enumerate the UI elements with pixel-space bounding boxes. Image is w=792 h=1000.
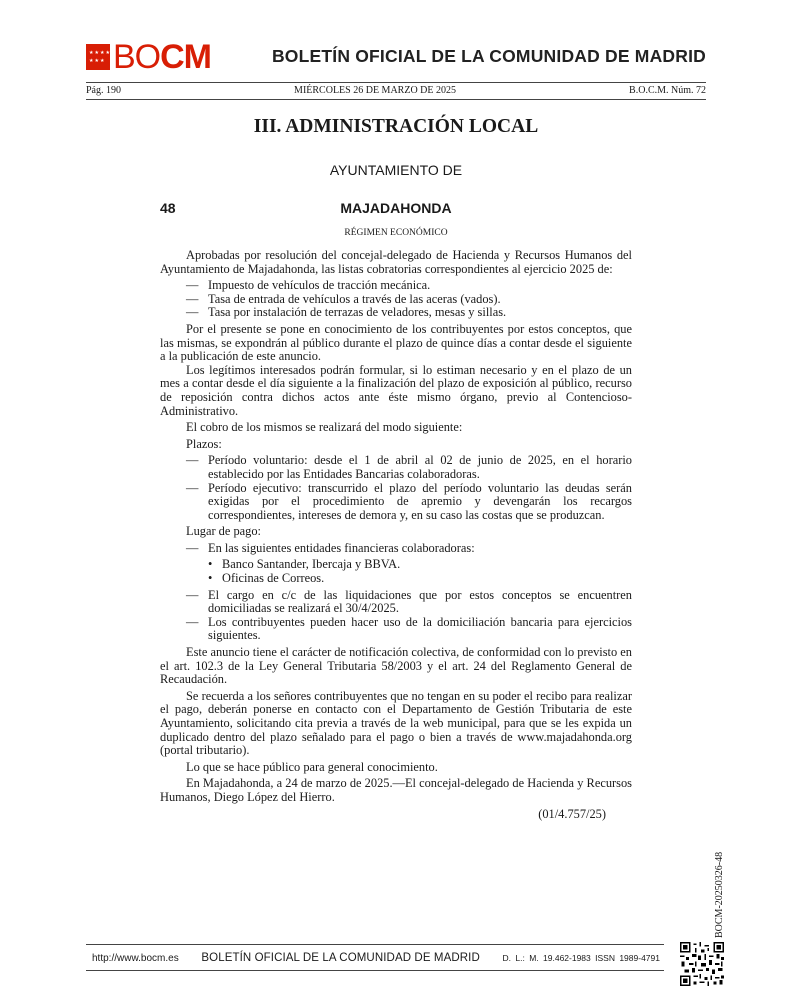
- page-number: Pág. 190: [86, 85, 121, 96]
- section-title: III. ADMINISTRACIÓN LOCAL: [253, 116, 539, 137]
- paragraph: Por el presente se pone en conocimiento de los contribuyentes por estos conceptos, que las mismas, se expondrán al público durante el plazo de quince días a contar desde el siguiente a la publicación de este anuncio.: [160, 321, 632, 364]
- paragraph: Aprobadas por resolución del concejal-delegado de Hacienda y Recursos Humanos del Ayuntamiento de Majadahonda, las listas cobratorias correspondientes al ejercicio 2025 de:: [160, 248, 632, 276]
- list-item: — El cargo en c/c de las liquidaciones que por estos conceptos se encuentren domiciliadas se realizará el 30/4/2025.: [186, 587, 632, 616]
- list-item: — Período voluntario: desde el 1 de abril al 02 de junio de 2025, en el horario establecido por las Entidades Bancarias colaboradoras.: [186, 453, 632, 481]
- side-document-code: BOCM-20250326-48: [714, 851, 725, 938]
- announcement-body: [160, 249, 632, 821]
- entry-number: 48: [160, 200, 176, 216]
- plazos-label: Plazos:: [186, 436, 222, 451]
- paragraph: El cobro de los mismos se realizará del modo siguiente:: [186, 420, 463, 435]
- footer: [92, 952, 660, 964]
- running-head: [86, 85, 706, 96]
- paragraph: Se recuerda a los señores contribuyentes que no tengan en su poder el recibo para realizar el pago, deberán ponerse en contacto con el Departamento de Gestión Tributaria de este Ayuntamiento, solicitando cita previa a través de la web municipal, para que se les expida un duplicado dentro del plazo señalado para el pago o bien a través de www.majadahonda.org (portal tributario).: [160, 688, 632, 758]
- footer-rule-lower: [86, 970, 664, 971]
- list-item: — Período ejecutivo: transcurrido el plazo del período voluntario las deudas serán exigidas por el procedimiento de apremio y devengarán los recargos correspondientes, intereses de demora y, en su caso las costas que se produzcan.: [186, 480, 632, 522]
- list-item: — Impuesto de vehículos de tracción mecánica.: [186, 278, 431, 293]
- list-item: — Tasa por instalación de terrazas de veladores, mesas y sillas.: [186, 305, 507, 320]
- list-item: — Tasa de entrada de vehículos a través de las aceras (vados).: [186, 291, 501, 306]
- bocm-logo: [86, 40, 211, 74]
- paragraph: Los legítimos interesados podrán formular, si lo estiman necesario y en el plazo de un mes a contar desde el día siguiente a la finalización del plazo de exposición al público, recurso de reposición contra dichos actos ante éste mismo órgano, previo al Contencioso-Administrativo.: [160, 362, 632, 418]
- list-item: — Los contribuyentes pueden hacer uso de la domiciliación bancaria para ejercicios siguientes.: [186, 614, 632, 643]
- signature-paragraph: En Majadahonda, a 24 de marzo de 2025.—El concejal-delegado de Hacienda y Recursos Humanos, Diego López del Hierro.: [160, 776, 632, 804]
- issue-number: B.O.C.M. Núm. 72: [629, 85, 706, 96]
- header-rule-lower: [86, 99, 706, 100]
- town-name: MAJADAHONDA: [340, 200, 452, 216]
- paragraph: Este anuncio tiene el carácter de notificación colectiva, de conformidad con lo previsto en el art. 102.3 de la Ley General Tributaria 58/2003 y el art. 24 del Reglamento General de Recaudación.: [160, 645, 632, 687]
- bank-item: • Banco Santander, Ibercaja y BBVA.: [208, 557, 401, 572]
- bank-item: • Oficinas de Correos.: [208, 571, 325, 586]
- header-rule: [86, 82, 706, 83]
- subject-heading: RÉGIMEN ECONÓMICO: [344, 228, 448, 238]
- footer-rule: [86, 944, 664, 945]
- issue-date: MIÉRCOLES 26 DE MARZO DE 2025: [294, 85, 456, 96]
- logo-wordmark: BOCM: [113, 38, 212, 76]
- list-item: — En las siguientes entidades financieras colaboradoras:: [186, 540, 475, 555]
- footer-url-link[interactable]: http://www.bocm.es: [92, 953, 179, 964]
- qr-code-icon: [680, 942, 724, 986]
- lugar-label: Lugar de pago:: [186, 524, 262, 539]
- gazette-title: BOLETÍN OFICIAL DE LA COMUNIDAD DE MADRID: [271, 46, 706, 66]
- reference-code: (01/4.757/25): [538, 806, 606, 821]
- footer-gazette-title: BOLETÍN OFICIAL DE LA COMUNIDAD DE MADRID: [201, 952, 480, 964]
- entity-line: AYUNTAMIENTO DE: [329, 162, 463, 178]
- footer-legal-info: D. L.: M. 19.462-1983 ISSN 1989-4791: [502, 953, 660, 963]
- madrid-stars-icon: ★ ★ ★ ★ ★ ★ ★: [86, 44, 110, 70]
- paragraph: Lo que se hace público para general conocimiento.: [186, 759, 438, 774]
